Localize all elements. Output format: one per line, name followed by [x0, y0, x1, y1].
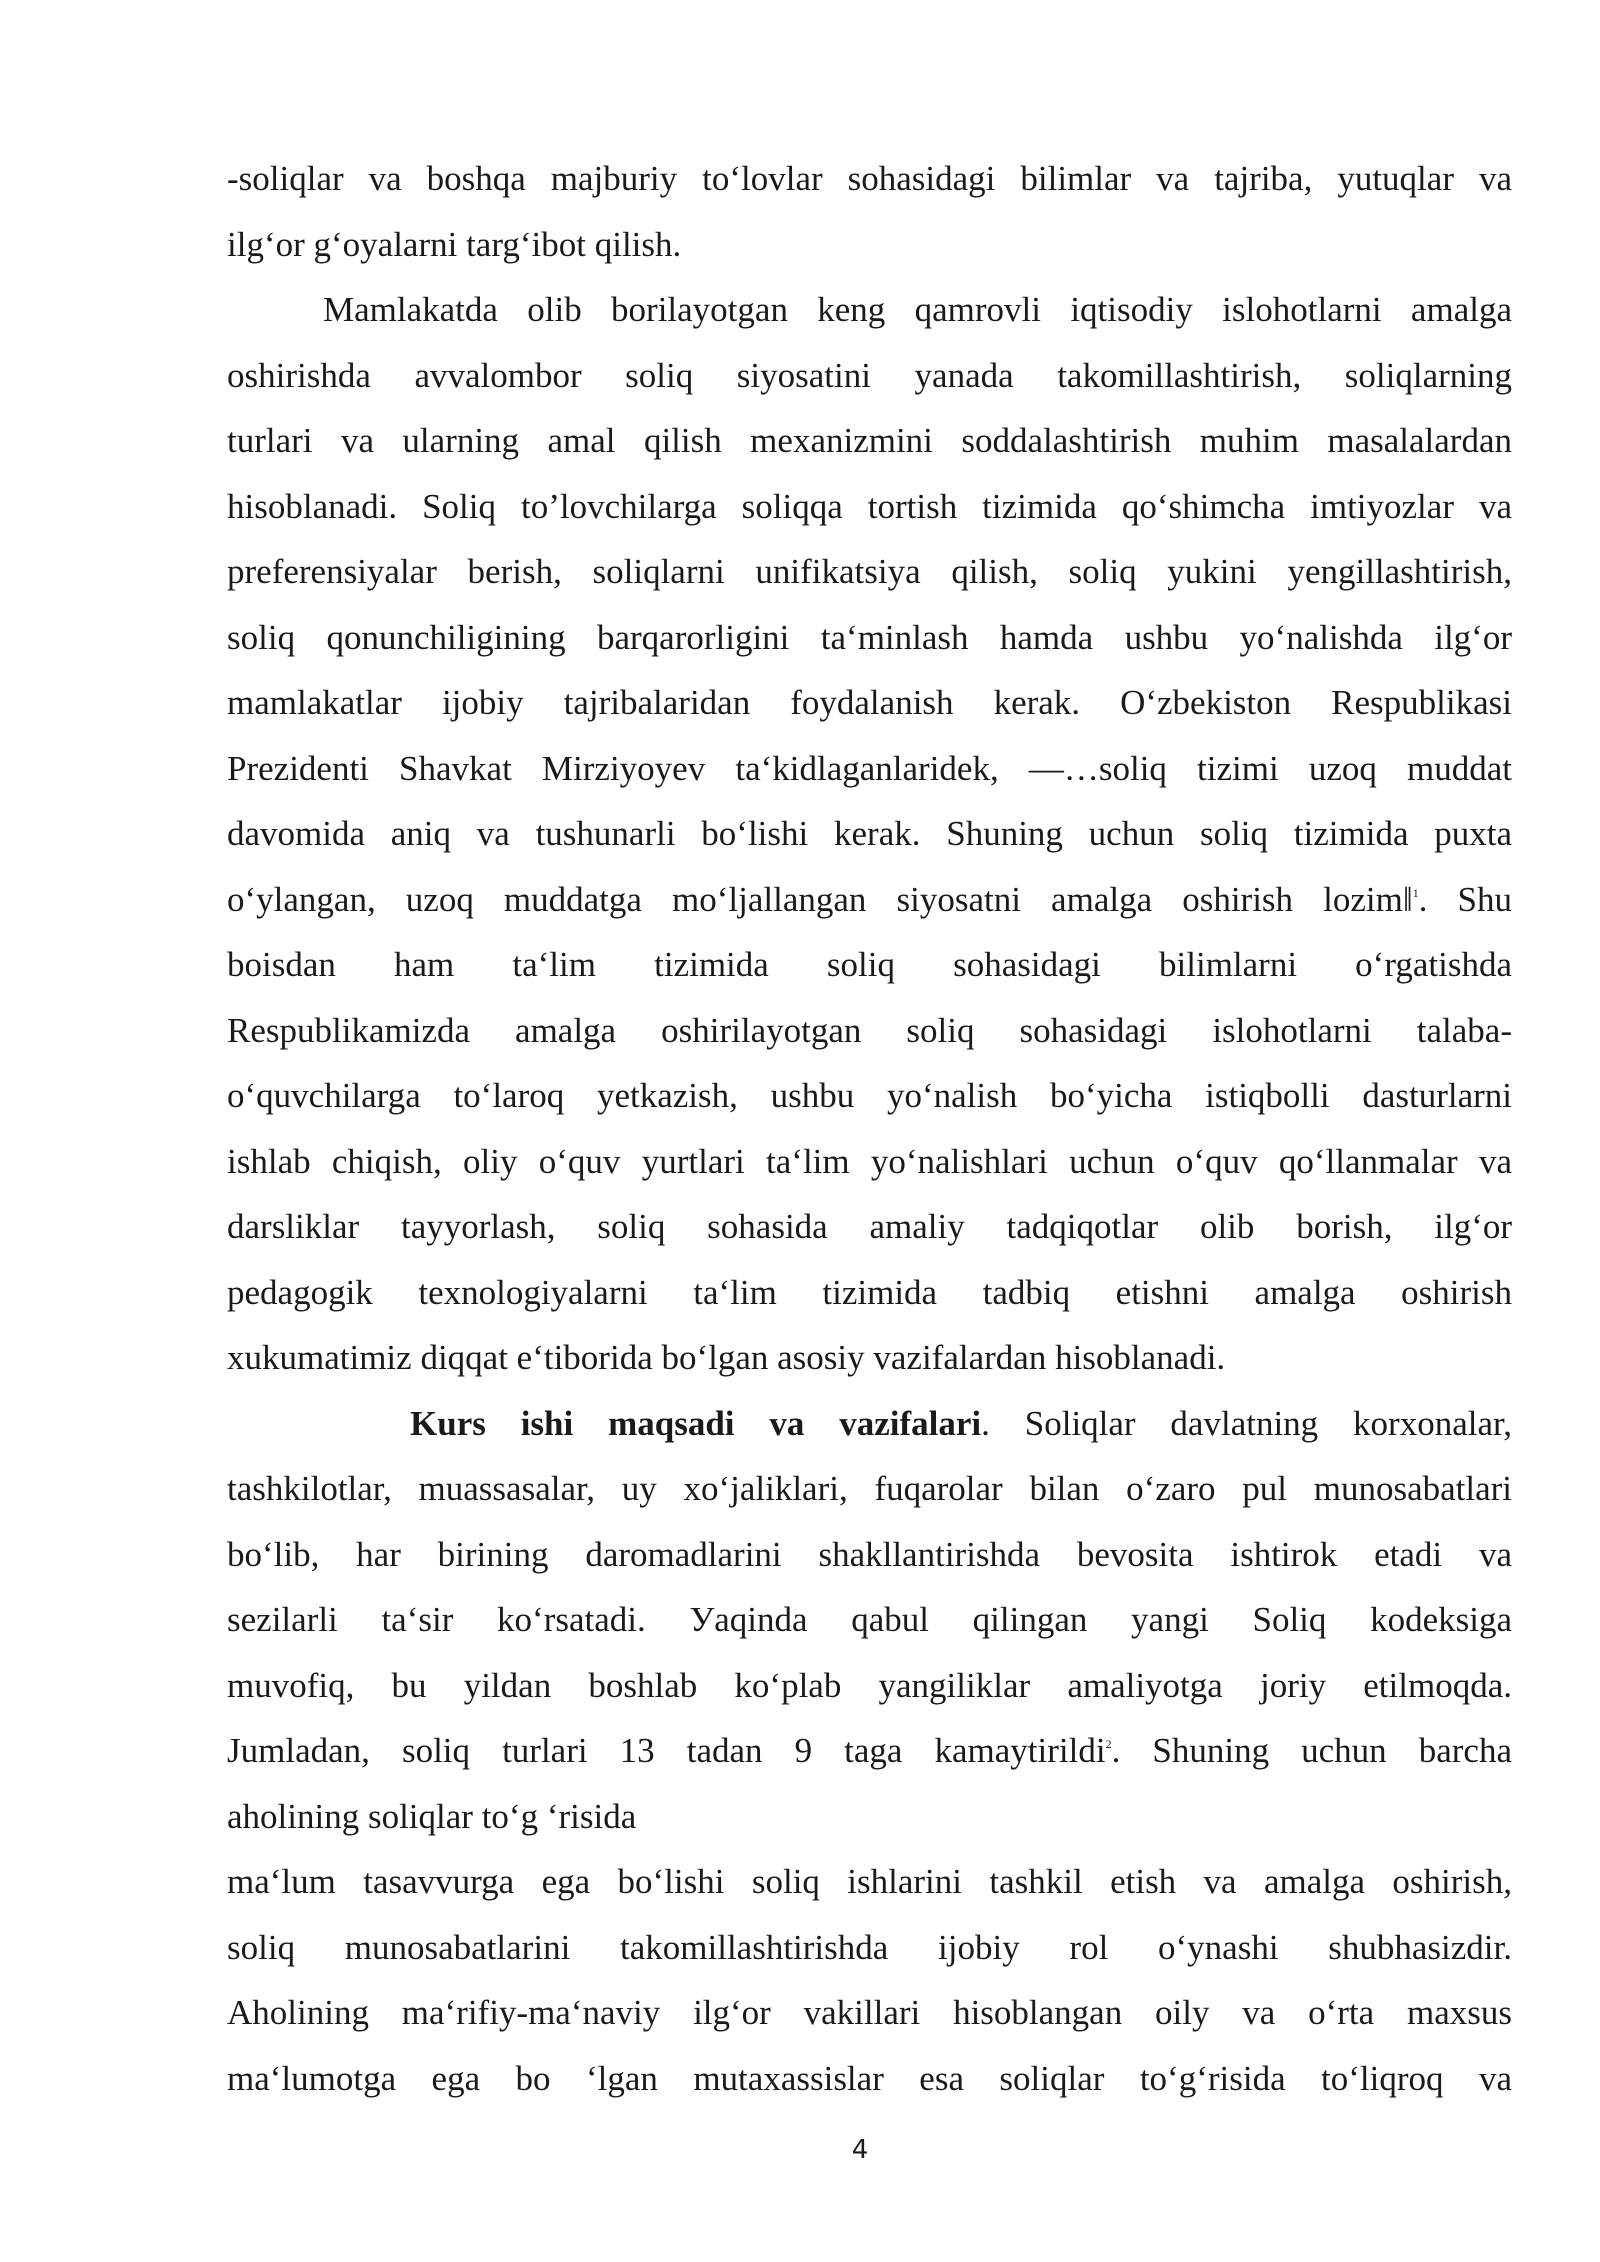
- section-heading: Kurs ishi maqsadi va vazifalari: [410, 1403, 982, 1443]
- text-line: Prezidenti Shavkat Mirziyoyev ta‘kidlaganlaridek, ―…soliq tizimi uzoq muddat: [227, 748, 1512, 788]
- text-line: ilg‘or g‘oyalarni targ‘ibot qilish.: [227, 224, 682, 264]
- page-number: 4: [851, 2135, 869, 2165]
- text-line: ma‘lumotga ega bo ‘lgan mutaxassislar esa soliqlar to‘g‘risida to‘liqroq va: [227, 2058, 1512, 2098]
- text-line: pedagogik texnologiyalarni ta‘lim tizimida tadbiq etishni amalga oshirish: [227, 1272, 1512, 1312]
- text-segment: Soliqlar davlatning korxonalar,: [1024, 1403, 1512, 1443]
- text-segment: . Shu: [1418, 879, 1512, 919]
- text-line: ishlab chiqish, oliy o‘quv yurtlari ta‘lim yo‘nalishlari uchun o‘quv qo‘llanmalar va: [227, 1141, 1512, 1181]
- text-line: sezilarli ta‘sir ko‘rsatadi. Уaqinda qabul qilingan yangi Soliq kodeksiga: [227, 1600, 1512, 1639]
- section-heading-line: [227, 1391, 1512, 1457]
- text-line: tashkilotlar, muassasalar, uy xo‘jaliklari, fuqarolar bilan o‘zaro pul munosabatlari: [227, 1469, 1512, 1508]
- text-line: muvofiq, bu yildan boshlab ko‘plab yangiliklar amaliyotga joriy etilmoqda.: [227, 1665, 1512, 1705]
- paragraph-start: Mamlakatda olib borilayotgan keng qamrovli iqtisodiy islohotlarni amalga: [323, 290, 1512, 329]
- text-line: soliq munosabatlarini takomillashtirishda ijobiy rol o‘ynashi shubhasizdir.: [227, 1927, 1512, 1967]
- text-line: xukumatimiz diqqat e‘tiborida bo‘lgan asosiy vazifalardan hisoblanadi.: [227, 1338, 1226, 1377]
- text-line: hisoblanadi. Soliq to’lovchilarga soliqqa tortish tizimida qo‘shimcha imtiyozlar va: [227, 486, 1512, 526]
- footnote-marker: 1: [1412, 885, 1419, 900]
- text-segment: Jumladan, soliq turlari 13 tadan 9 taga kamaytirildi: [227, 1731, 1106, 1770]
- text-segment: . Shuning uchun barcha: [1111, 1731, 1512, 1770]
- text-line: aholining soliqlar to‘g ‘risida: [227, 1796, 637, 1836]
- text-line-with-footnote: [227, 867, 1512, 933]
- text-line: -soliqlar va boshqa majburiy to‘lovlar sohasidagi bilimlar va tajriba, yutuqlar va: [227, 159, 1512, 198]
- text-line: soliq qonunchiligining barqarorligini ta‘minlash hamda ushbu yo‘nalishda ilg‘or: [227, 617, 1512, 657]
- footnote-marker: 2: [1105, 1737, 1112, 1751]
- text-line: boisdan ham ta‘lim tizimida soliq sohasidagi bilimlarni o‘rgatishda: [227, 945, 1512, 984]
- text-line: mamlakatlar ijobiy tajribalaridan foydalanish kerak. O‘zbekiston Respublikasi: [227, 683, 1512, 722]
- text-line: turlari va ularning amal qilish mexanizmini soddalashtirish muhim masalalardan: [227, 421, 1512, 460]
- text-line: Respublikamizda amalga oshirilayotgan soliq sohasidagi islohotlarni talaba-: [227, 1010, 1512, 1050]
- text-line: o‘quvchilarga to‘laroq yetkazish, ushbu yo‘nalish bo‘yicha istiqbolli dasturlarni: [227, 1076, 1512, 1115]
- heading-period: .: [981, 1403, 990, 1443]
- text-line: bo‘lib, har birining daromadlarini shakllantirishda bevosita ishtirok etadi va: [227, 1534, 1512, 1574]
- text-segment: o‘ylangan, uzoq muddatga mo‘ljallangan siyosatni amalga oshirish lozim‖: [227, 879, 1413, 919]
- text-line: oshirishda avvalombor soliq siyosatini yanada takomillashtirish, soliqlarning: [227, 355, 1512, 395]
- document-page: [227, 146, 1512, 2111]
- text-line: darsliklar tayyorlash, soliq sohasida amaliy tadqiqotlar olib borish, ilg‘or: [227, 1207, 1512, 1246]
- text-line: davomida aniq va tushunarli bo‘lishi kerak. Shuning uchun soliq tizimida puxta: [227, 814, 1512, 853]
- text-line: ma‘lum tasavvurga ega bo‘lishi soliq ishlarini tashkil etish va amalga oshirish,: [227, 1862, 1512, 1901]
- text-line-with-footnote: [227, 1718, 1512, 1784]
- text-line: Aholining ma‘rifiy-ma‘naviy ilg‘or vakillari hisoblangan oily va o‘rta maxsus: [227, 1993, 1512, 2032]
- text-line: preferensiyalar berish, soliqlarni unifikatsiya qilish, soliq yukini yengillashtirish,: [227, 552, 1512, 591]
